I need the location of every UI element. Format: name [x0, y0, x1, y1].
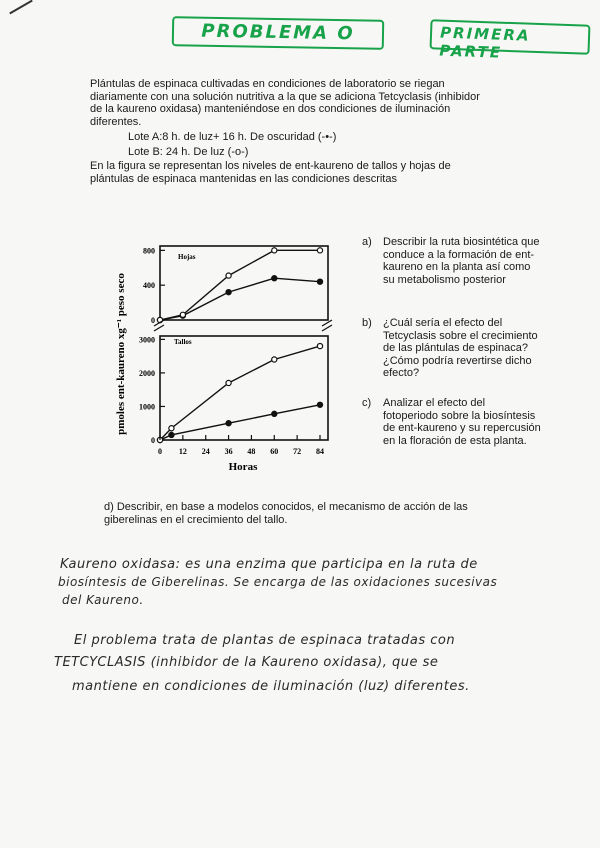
problem-banner: PROBLEMA O	[172, 16, 384, 50]
lote-b: Lote B: 24 h. De luz (-o-)	[128, 146, 249, 158]
tallos-point-lote-a	[272, 411, 277, 416]
figure-description: En la figura se representan los niveles de ent-kaureno de tallos y hojas de plántulas de espinaca mantenidas en las condiciones descritas	[90, 160, 451, 185]
tallos-point-lote-b	[272, 357, 277, 362]
tallos-point-lote-a	[226, 421, 231, 426]
axis-break-right	[322, 320, 332, 331]
hojas-ytick-label: 400	[143, 281, 155, 291]
hojas-point-lote-b	[317, 248, 322, 253]
xtick-label: 0	[158, 447, 162, 456]
hojas-ytick-label: 0	[151, 316, 155, 325]
tallos-point-lote-b	[169, 426, 174, 431]
xtick-label: 36	[224, 447, 233, 456]
hojas-point-lote-b	[226, 273, 231, 278]
x-axis-label: Horas	[228, 461, 258, 473]
question-b-label: b)	[362, 317, 372, 329]
xtick-label: 72	[293, 447, 302, 456]
answer-line-5: TETCYCLASIS (inhibidor de la Kaureno oxidasa), que se	[54, 655, 439, 670]
y-axis-label: pmoles ent-kaureno xg⁻¹ peso seco	[115, 273, 127, 435]
hojas-point-lote-a	[272, 276, 277, 281]
tallos-ytick-label: 1000	[139, 402, 155, 412]
question-a	[362, 236, 542, 286]
tallos-point-lote-a	[169, 432, 174, 437]
tallos-point-lote-b	[317, 343, 322, 348]
tallos-point-lote-b	[226, 380, 231, 385]
part-banner: PRIMERA PARTE	[430, 19, 591, 55]
tallos-point-lote-a	[317, 402, 322, 407]
hojas-point-lote-b	[272, 248, 277, 253]
xtick-label: 12	[178, 447, 187, 456]
hojas-point-lote-b	[180, 312, 185, 317]
question-c-text: Analizar el efecto del fotoperiodo sobre la biosíntesis de ent-kaureno y su repercusión en la floración de esta planta.	[383, 397, 541, 447]
answer-line-6: mantiene en condiciones de iluminación (luz) diferentes.	[72, 679, 470, 694]
question-b	[362, 317, 542, 380]
answer-line-1: Kaureno oxidasa: es una enzima que participa en la ruta de	[60, 557, 478, 572]
question-d: d) Describir, en base a modelos conocidos, el mecanismo de acción de las giberelinas en el crecimiento del tallo.	[104, 501, 468, 526]
intro-paragraph: Plántulas de espinaca cultivadas en condiciones de laboratorio se riegan diariamente con una solución nutritiva a la que se adiciona Tetcyclasis (inhibidor de la kaureno oxidasa) manteniéndose en dos condiciones de iluminación diferentes.	[90, 78, 480, 128]
tallos-ytick-label: 0	[151, 436, 155, 445]
hojas-ytick-label: 800	[143, 246, 155, 256]
question-b-text: ¿Cuál sería el efecto del Tetcyclasis sobre el crecimiento de las plántulas de espinaca? ¿Cómo podría revertirse dicho efecto?	[383, 317, 538, 379]
kaureno-chart	[80, 234, 350, 484]
tallos-series-lote-b-line	[160, 346, 320, 440]
tallos-ytick-label: 2000	[139, 368, 155, 378]
answer-line-3: del Kaureno.	[62, 593, 144, 607]
question-c	[362, 397, 542, 447]
hojas-point-lote-a	[317, 279, 322, 284]
panel-tallos-title: Tallos	[174, 338, 192, 346]
hojas-point-lote-a	[226, 290, 231, 295]
pen-mark	[9, 0, 33, 14]
tallos-ytick-label: 3000	[139, 335, 155, 345]
lote-a: Lote A:8 h. de luz+ 16 h. De oscuridad (-•-)	[128, 131, 337, 143]
answer-line-4: El problema trata de plantas de espinaca tratadas con	[74, 633, 456, 648]
xtick-label: 48	[247, 447, 256, 456]
xtick-label: 24	[201, 447, 210, 456]
xtick-label: 60	[270, 447, 279, 456]
question-a-label: a)	[362, 236, 372, 248]
question-c-label: c)	[362, 397, 372, 409]
panel-hojas-title: Hojas	[178, 253, 196, 261]
tallos-series-lote-a-line	[160, 405, 320, 440]
xtick-label: 84	[316, 447, 324, 456]
answer-line-2: biosíntesis de Giberelinas. Se encarga de las oxidaciones sucesivas	[58, 575, 498, 589]
question-a-text: Describir la ruta biosintética que conduce a la formación de ent-kaureno en la planta así como su metabolismo posterior	[383, 236, 540, 286]
